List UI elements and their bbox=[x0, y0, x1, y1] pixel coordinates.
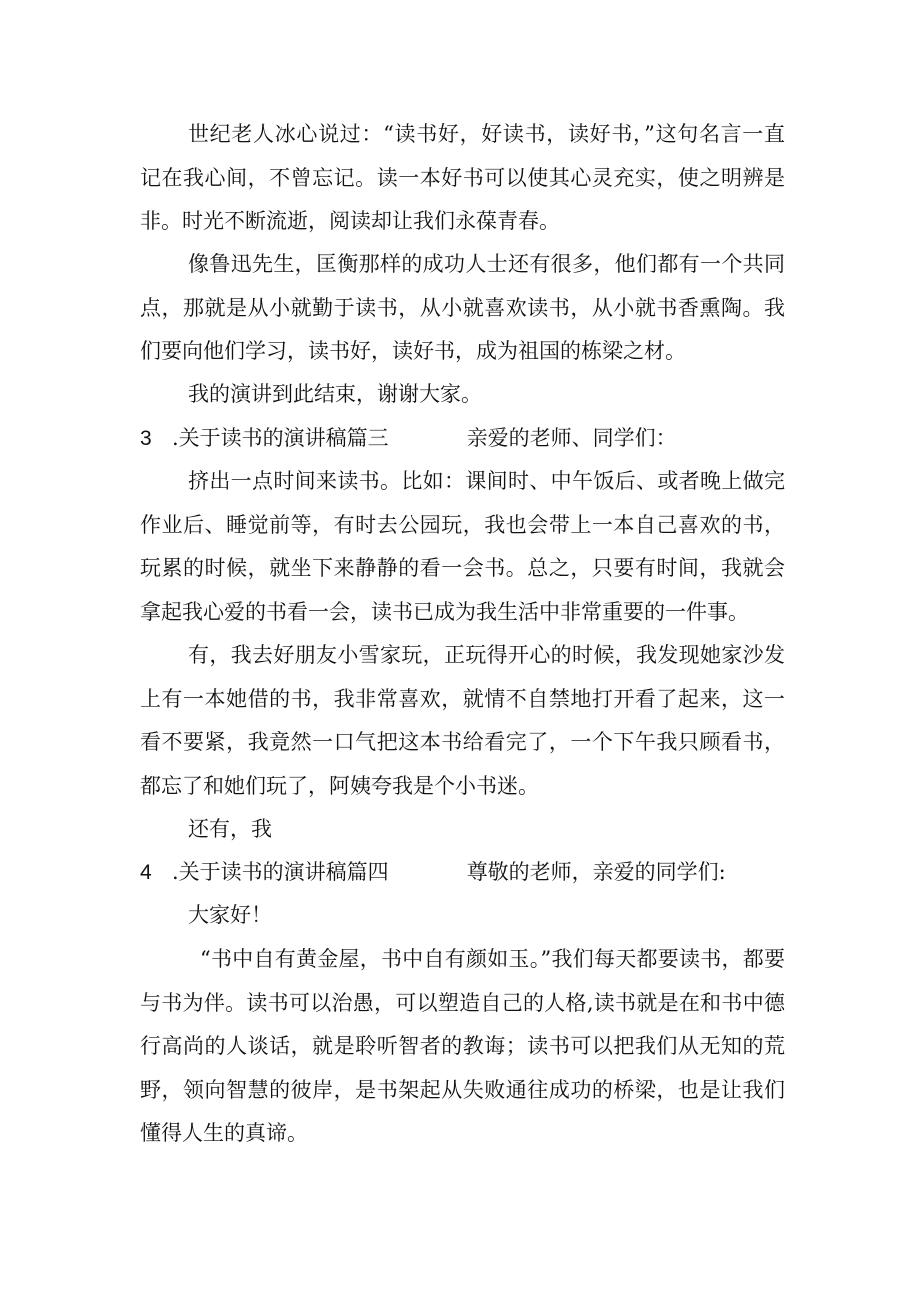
paragraph-also: 还有，我 bbox=[188, 817, 272, 841]
paragraph-squeeze-time: 挤出一点时间来读书。比如：课间时、中午饭后、或者晚上做完作业后、睡觉前等，有时去公园玩，我也会带上一本自己喜欢的书，玩累的时候，就坐下来静静的看一会书。总之，只要有时间，我就会拿起我心爱的书看一会，读书已成为我生活中非常重要的一件事。 bbox=[140, 469, 785, 624]
section-greeting: 亲爱的老师、同学们： bbox=[466, 426, 677, 450]
paragraph-golden-house: “书中自有黄金屋，书中自有颜如玉。”我们每天都要读书，都要与书为伴。读书可以治愚，可以塑造自己的人格,读书就是在和书中德行高尚的人谈话，就是聆听智者的教诲；读书可以把我们从无知的荒野，领向智慧的彼岸，是书架起从失败通往成功的桥梁，也是让我们懂得人生的真谛。 bbox=[140, 947, 785, 1145]
section-heading-4 bbox=[140, 851, 785, 895]
paragraph-friend-house: 有，我去好朋友小雪家玩，正玩得开心的时候，我发现她家沙发上有一本她借的书，我非常喜欢，就情不自禁地打开看了起来，这一看不要紧，我竟然一口气把这本书给看完了，一个下午我只顾看书，都忘了和她们玩了，阿姨夸我是个小书迷。 bbox=[140, 643, 785, 798]
paragraph-greeting: 大家好！ bbox=[188, 903, 272, 927]
section-title: .关于读书的演讲稿篇三 bbox=[172, 426, 389, 450]
paragraph-luxun: 像鲁迅先生，匡衡那样的成功人士还有很多，他们都有一个共同点，那就是从小就勤于读书，从小就喜欢读书，从小就书香熏陶。我们要向他们学习，读书好，读好书，成为祖国的栋梁之材。 bbox=[140, 252, 785, 363]
paragraph-closing: 我的演讲到此结束，谢谢大家。 bbox=[188, 382, 482, 406]
paragraph-bingxin-quote: 世纪老人冰心说过：“读书好，好读书，读好书，”这句名言一直记在我心间，不曾忘记。读一本好书可以使其心灵充实，使之明辨是非。时光不断流逝，阅读却让我们永葆青春。 bbox=[140, 122, 785, 233]
section-title: .关于读书的演讲稿篇四 bbox=[172, 860, 389, 884]
section-number: 3 bbox=[140, 427, 152, 450]
section-greeting: 尊敬的老师，亲爱的同学们: bbox=[466, 860, 726, 884]
section-heading-3 bbox=[140, 417, 785, 461]
section-number: 4 bbox=[140, 861, 152, 884]
